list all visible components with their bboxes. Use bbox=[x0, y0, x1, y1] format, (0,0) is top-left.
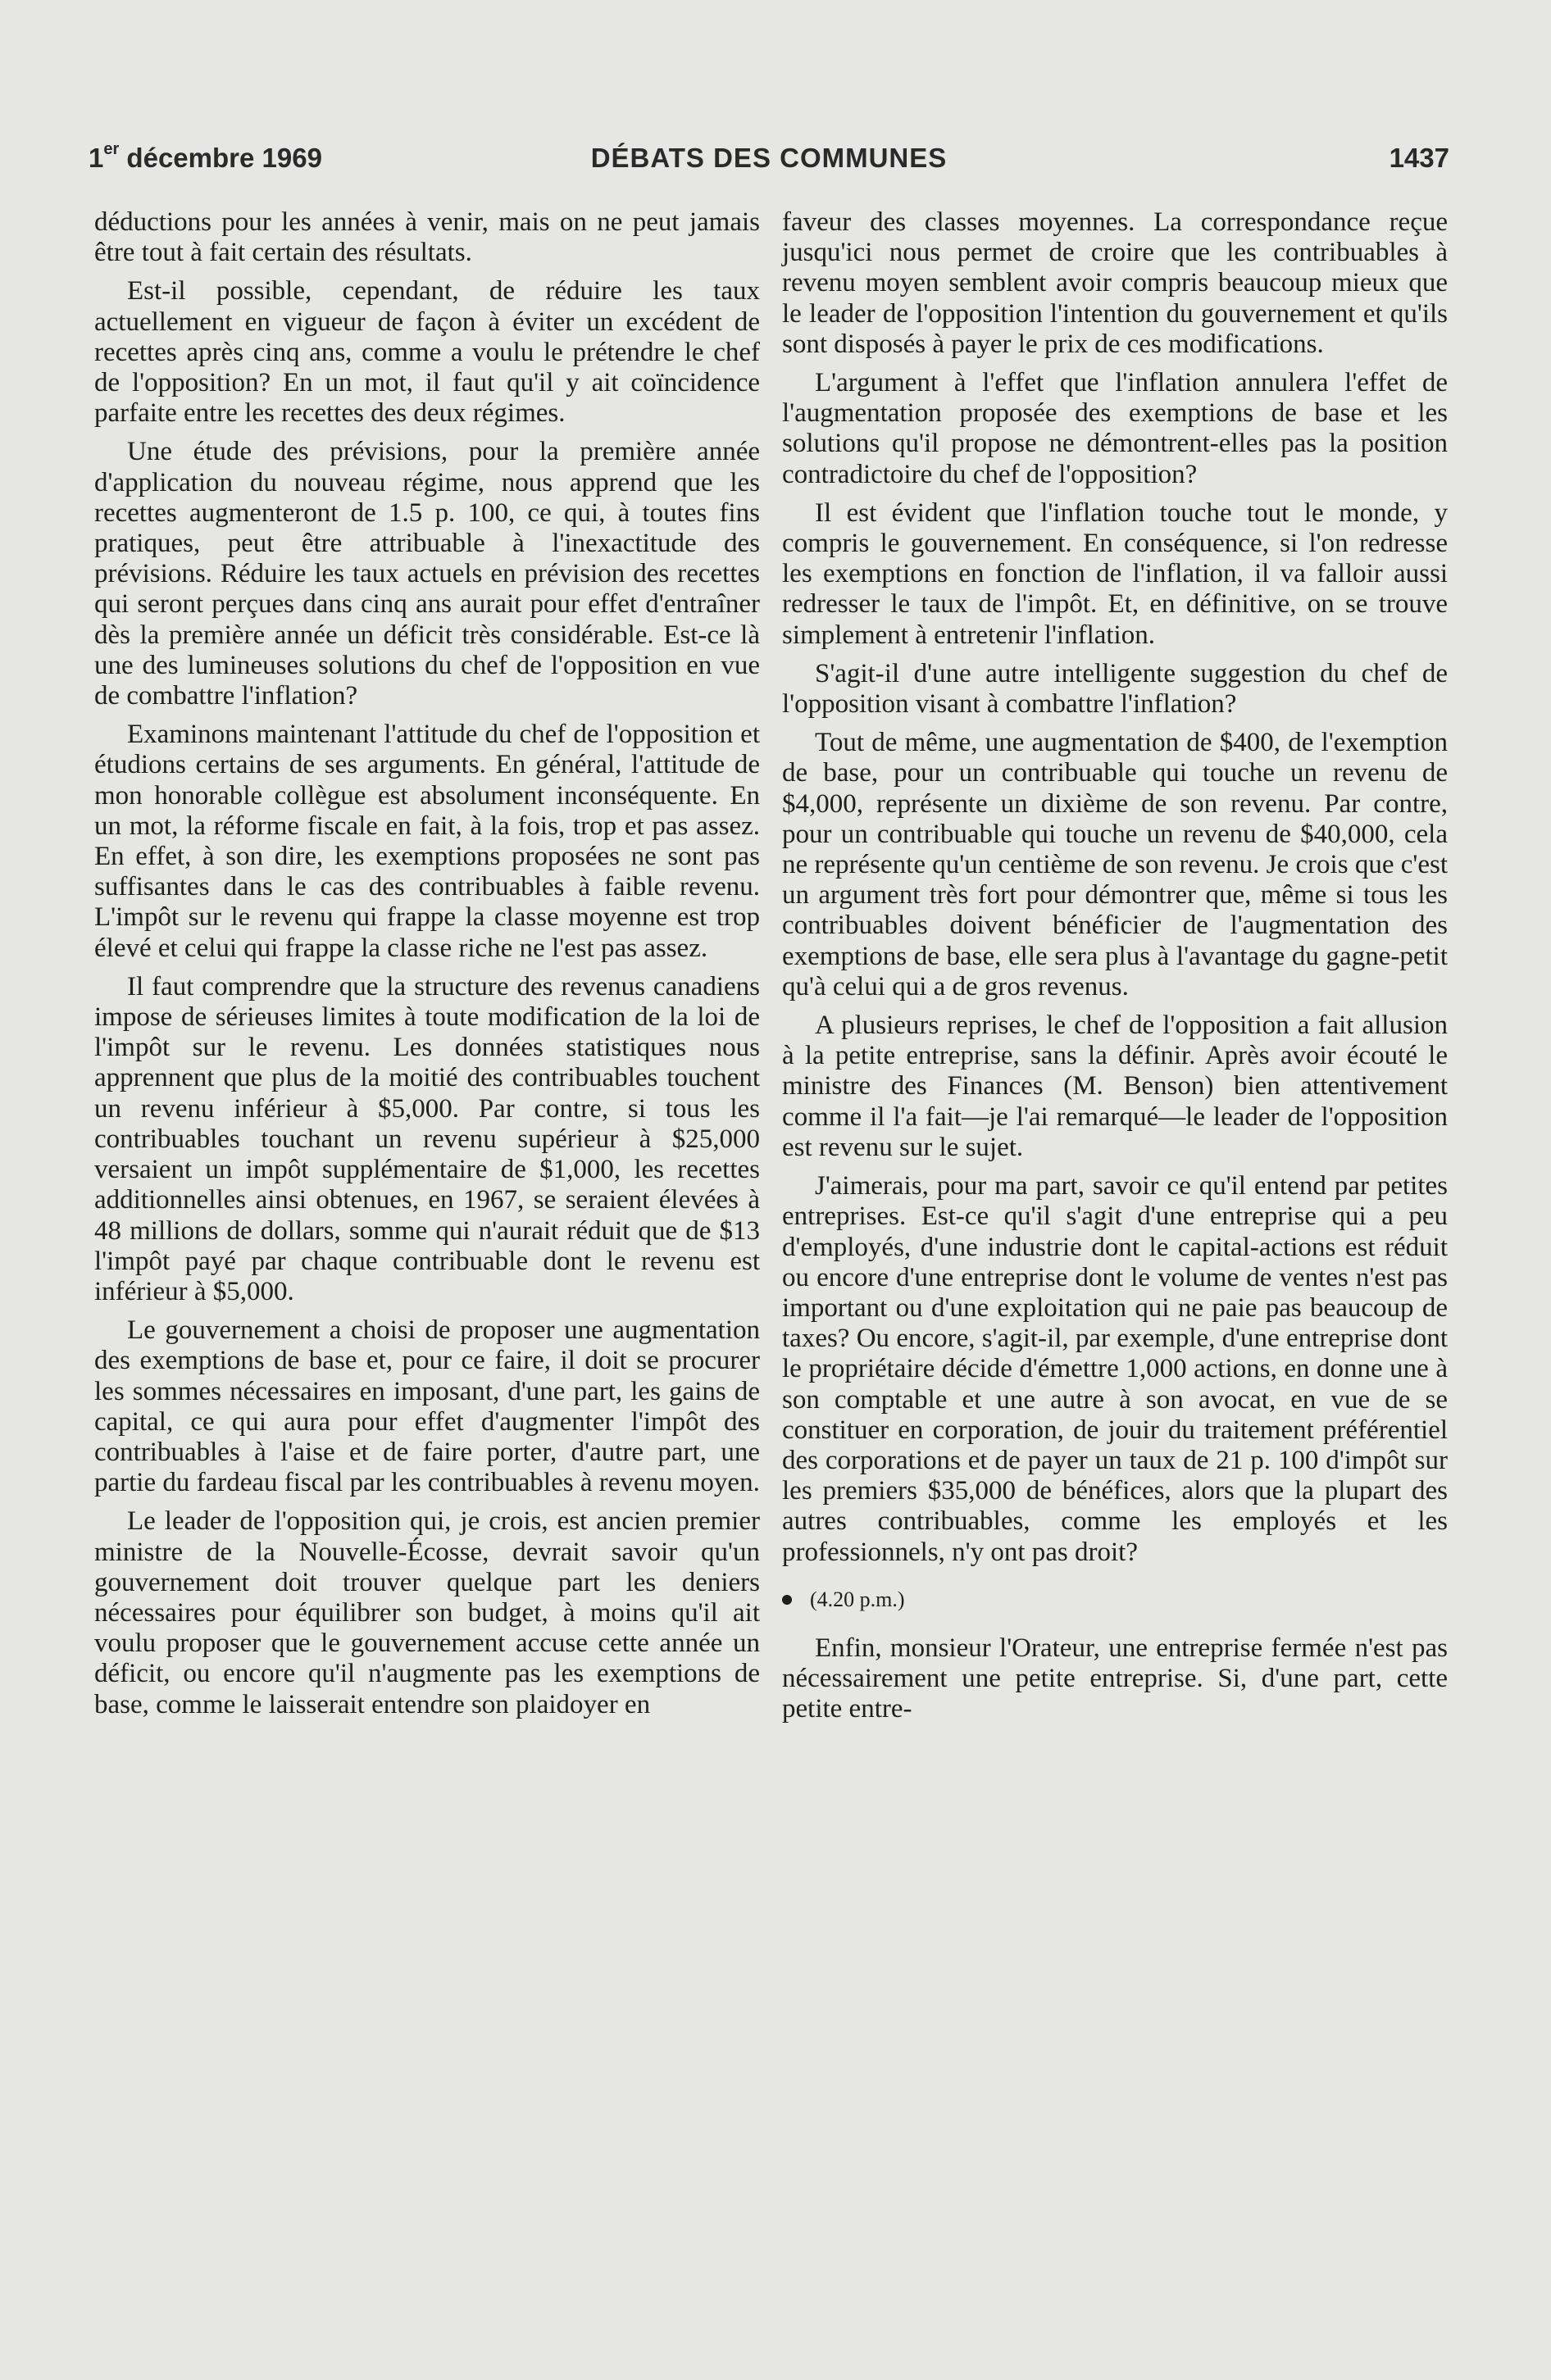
date-day: 1 bbox=[89, 143, 104, 173]
paragraph: A plusieurs reprises, le chef de l'opposition a fait allusion à la petite entreprise, sans la définir. Après avoir écouté le ministre des Finances (M. Benson) bien attentivement comme il l'a fait—je l'ai remarqué—le leader de l'opposition est revenu sur le sujet. bbox=[782, 1011, 1448, 1162]
paragraph: Il faut comprendre que la structure des revenus canadiens impose de sérieuses limites à toute modification de la loi de l'impôt sur le revenu. Les données statistiques nous apprennent que plus de la moitié des contribuables touchent un revenu inférieur à $5,000. Par contre, si tous les contribuables touchant un revenu supérieur à $25,000 versaient un impôt supplémentaire de $1,000, les recettes additionnelles ainsi obtenues, en 1967, se seraient élevées à 48 millions de dollars, somme qui n'aurait réduit que de $13 l'impôt payé par chaque contribuable dont le revenu est inférieur à $5,000. bbox=[94, 971, 760, 1306]
date-superscript: er bbox=[103, 140, 120, 158]
paragraph: L'argument à l'effet que l'inflation annulera l'effet de l'augmentation proposée des exemptions de base et les solutions qu'il propose ne démontrent-elles pas la position contradictoire du chef de l'opposition? bbox=[782, 368, 1448, 489]
paragraph: S'agit-il d'une autre intelligente suggestion du chef de l'opposition visant à combattre l'inflation? bbox=[782, 658, 1448, 720]
paragraph: Enfin, monsieur l'Orateur, une entreprise fermée n'est pas nécessairement une petite entreprise. Si, d'une part, cette petite entre- bbox=[782, 1633, 1448, 1724]
date-rest: décembre 1969 bbox=[119, 143, 322, 173]
paragraph: Tout de même, une augmentation de $400, de l'exemption de base, pour un contribuable qui touche un revenu de $4,000, représente un dixième de son revenu. Par contre, pour un contribuable qui touche un revenu de $40,000, cela ne représente qu'un centième de son revenu. Je crois que c'est un argument très fort pour démontrer que, même si tous les contribuables doivent bénéficier de l'augmentation des exemptions de base, elle sera plus à l'avantage du gagne-petit qu'à celui qui a de gros revenus. bbox=[782, 728, 1448, 1002]
left-column bbox=[94, 207, 760, 1728]
paragraph: Examinons maintenant l'attitude du chef de l'opposition et étudions certains de ses arguments. En général, l'attitude de mon honorable collègue est absolument inconséquente. En un mot, la réforme fiscale en fait, à la fois, trop et pas assez. En effet, à son dire, les exemptions proposées ne sont pas suffisantes dans le cas des contribuables à faible revenu. L'impôt sur le revenu qui frappe la classe moyenne est trop élevé et celui qui frappe la classe riche ne l'est pas assez. bbox=[94, 720, 760, 963]
page-header bbox=[89, 140, 1449, 184]
paragraph: Le gouvernement a choisi de proposer une augmentation des exemptions de base et, pour ce faire, il doit se procurer les sommes nécessaires en imposant, d'une part, les gains de capital, ce qui aura pour effet d'augmenter l'impôt des contribuables à l'aise et de faire porter, d'autre part, une partie du fardeau fiscal par les contribuables à revenu moyen. bbox=[94, 1315, 760, 1498]
paragraph: Est-il possible, cependant, de réduire les taux actuellement en vigueur de façon à éviter un excédent de recettes après cinq ans, comme a voulu le prétendre le chef de l'opposition? En un mot, il faut qu'il y ait coïncidence parfaite entre les recettes des deux régimes. bbox=[94, 276, 760, 429]
bullet-icon bbox=[782, 1595, 792, 1605]
paragraph: déductions pour les années à venir, mais on ne peut jamais être tout à fait certain des résultats. bbox=[94, 207, 760, 268]
paragraph: J'aimerais, pour ma part, savoir ce qu'il entend par petites entreprises. Est-ce qu'il s'agit d'une entreprise qui a peu d'employés, d'une industrie dont le capital-actions est réduit ou encore d'une entreprise dont le volume de ventes n'est pas important ou d'une exploitation qui ne paie pas beaucoup de taxes? Ou encore, s'agit-il, par exemple, d'une entreprise dont le propriétaire décide d'émettre 1,000 actions, en donne une à son comptable et une autre à son avocat, en vue de se constituer en corporation, de jouir du traitement préférentiel des corporations et de payer un taux de 21 p. 100 d'impôt sur les premiers $35,000 de bénéfices, alors que la plupart des autres contribuables, comme les employés et les professionnels, n'y ont pas droit? bbox=[782, 1171, 1448, 1567]
paragraph: Il est évident que l'inflation touche tout le monde, y compris le gouvernement. En conséquence, si l'on redresse les exemptions en fonction de l'inflation, il va falloir aussi redresser le taux de l'impôt. Et, en définitive, on se trouve simplement à entretenir l'inflation. bbox=[782, 497, 1448, 650]
paragraph: faveur des classes moyennes. La correspondance reçue jusqu'ici nous permet de croire que les contribuables à revenu moyen semblent avoir compris beaucoup mieux que le leader de l'opposition l'intention du gouvernement et qu'ils sont disposés à payer le prix de ces modifications. bbox=[782, 207, 1448, 359]
paragraph: Une étude des prévisions, pour la première année d'application du nouveau régime, nous apprend que les recettes augmenteront de 1.5 p. 100, ce qui, à toutes fins pratiques, peut être attribuable à l'inexactitude des prévisions. Réduire les taux actuels en prévision des recettes qui seront perçues dans cinq ans aurait pour effet d'entraîner dès la première année un déficit très considérable. Est-ce là une des lumineuses solutions du chef de l'opposition en vue de combattre l'inflation? bbox=[94, 437, 760, 711]
time-stamp-text: (4.20 p.m.) bbox=[810, 1587, 905, 1611]
time-stamp bbox=[782, 1587, 1448, 1612]
right-column bbox=[782, 207, 1448, 1733]
paragraph: Le leader de l'opposition qui, je crois, est ancien premier ministre de la Nouvelle-Écosse, devrait savoir qu'un gouvernement doit trouver quelque part les deniers nécessaires pour équilibrer son budget, à moins qu'il ait voulu proposer que le gouvernement accuse cette année un déficit, ou encore qu'il n'augmente pas les exemptions de base, comme le laisserait entendre son plaidoyer en bbox=[94, 1506, 760, 1719]
page-number: 1437 bbox=[1389, 143, 1449, 173]
header-title: DÉBATS DES COMMUNES bbox=[590, 143, 948, 173]
